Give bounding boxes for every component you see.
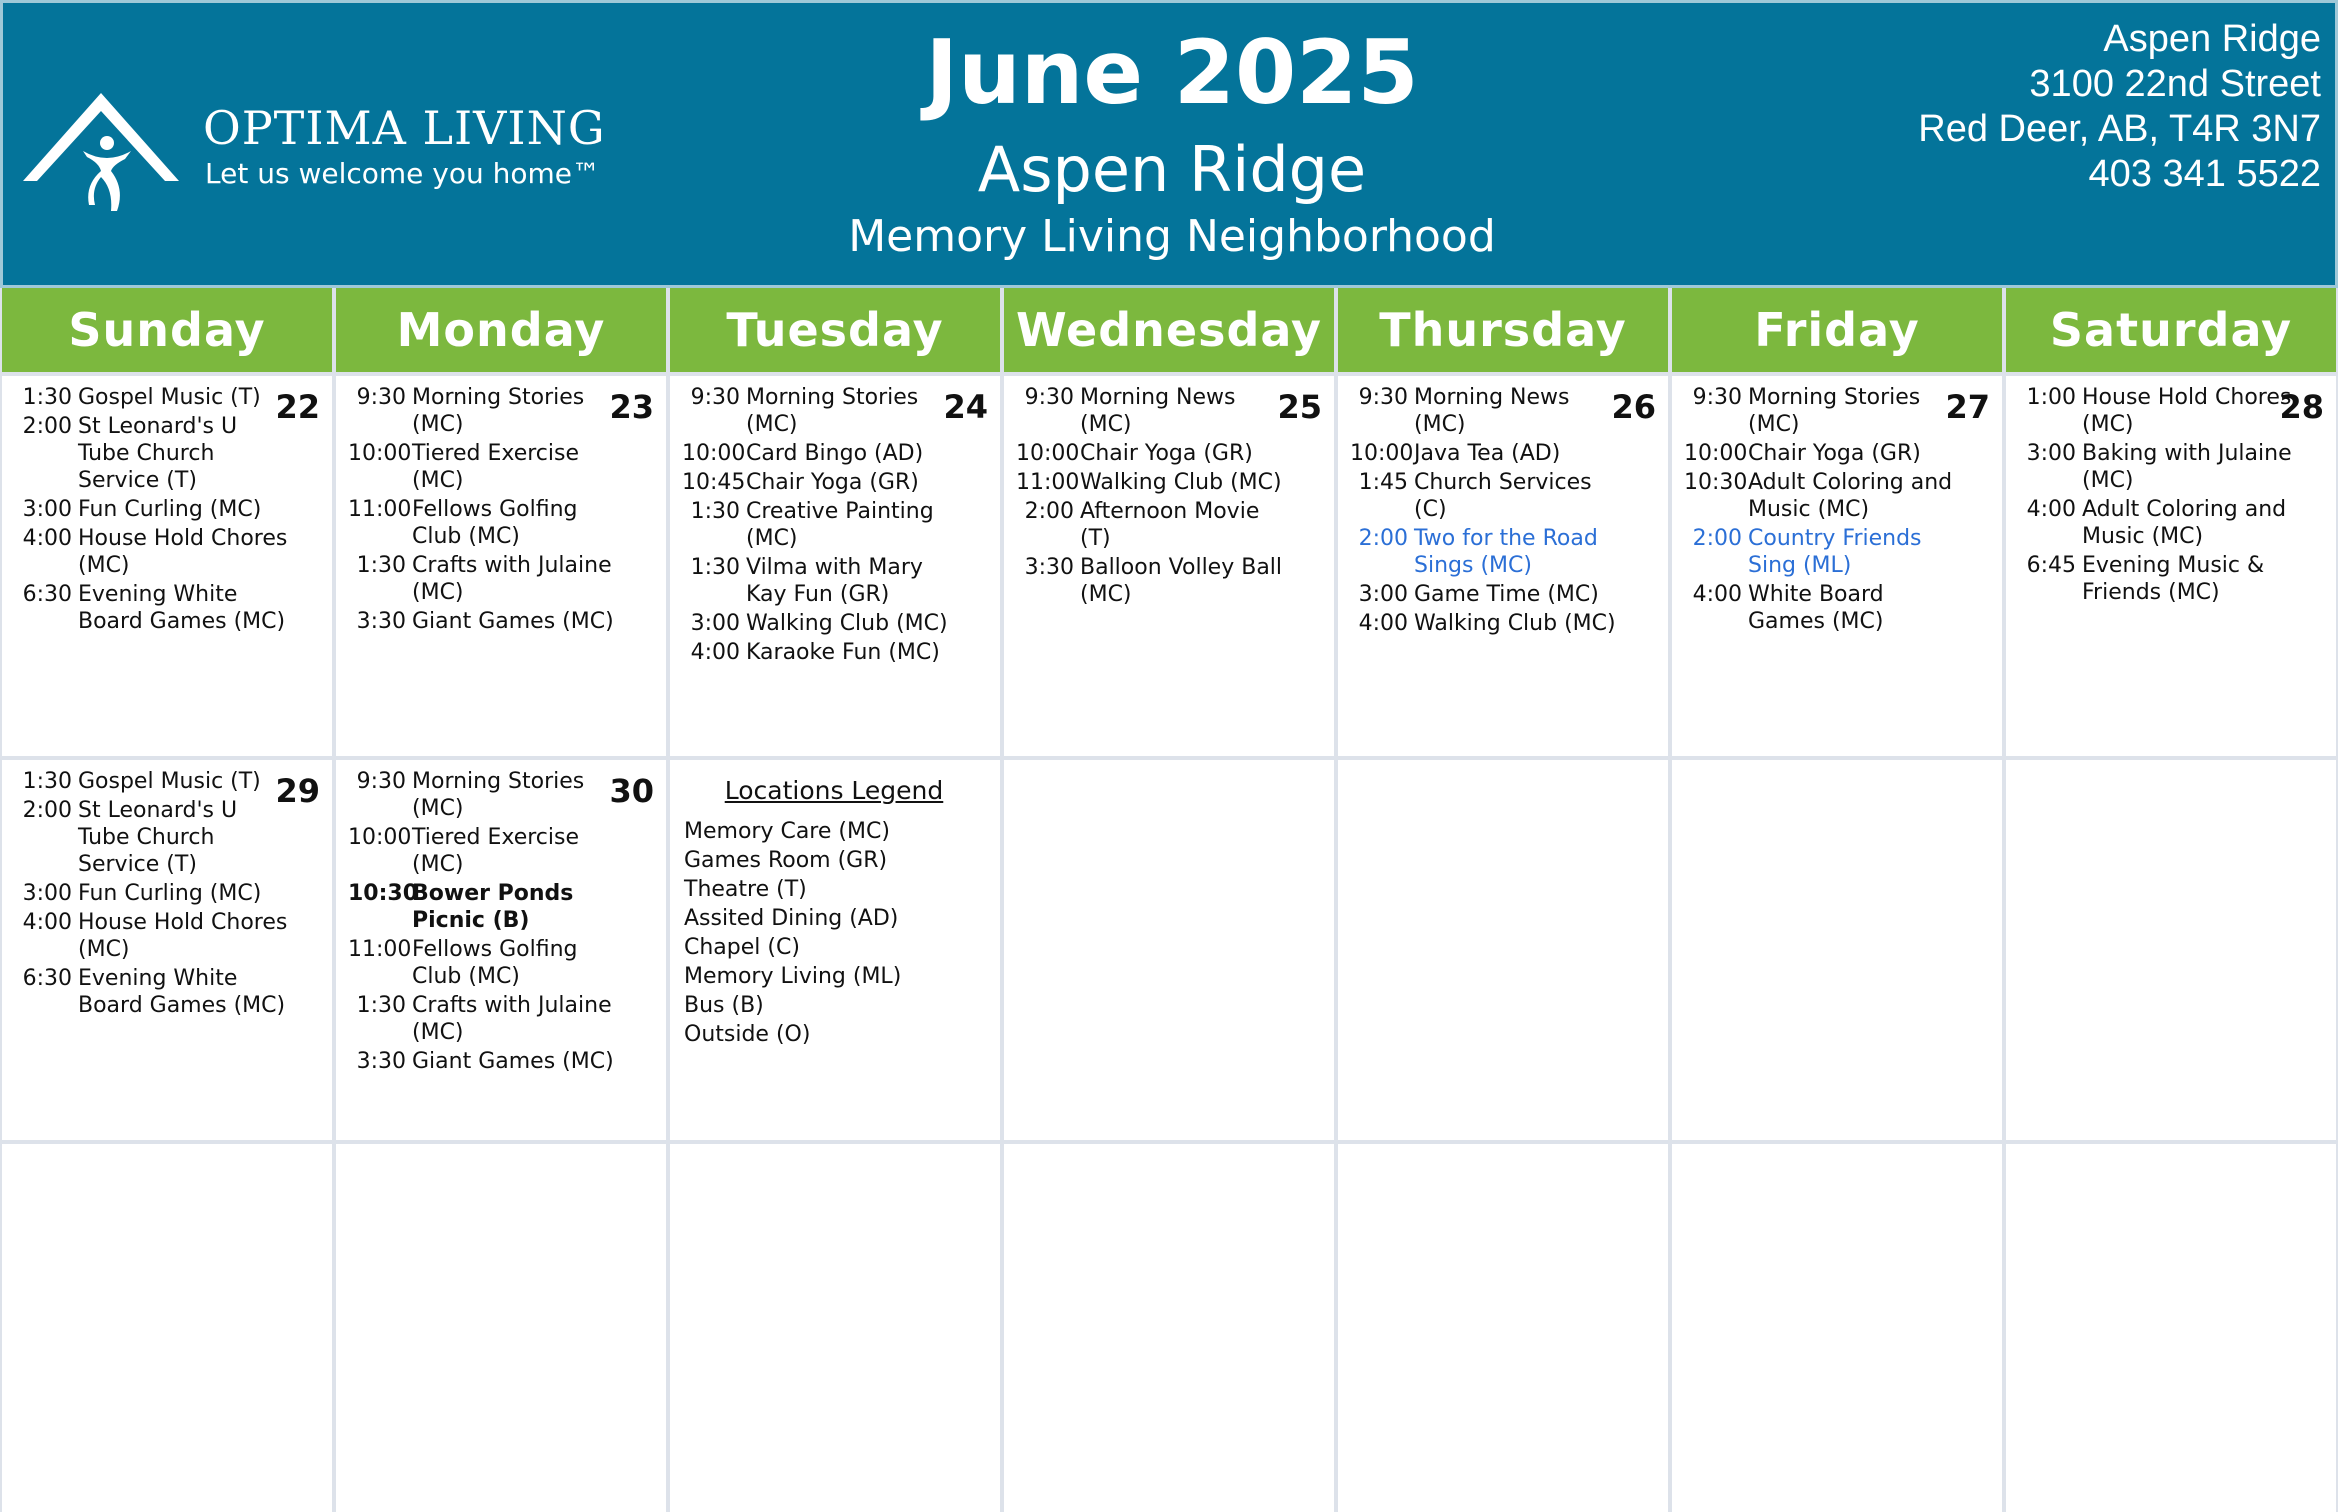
- event-time: 1:45: [1358, 470, 1408, 495]
- event-item: [14, 909, 318, 963]
- empty-day-cell: [1004, 760, 1334, 1140]
- day-number: 30: [609, 772, 654, 810]
- event-name: Chair Yoga (GR): [1080, 441, 1253, 466]
- event-item: [1350, 525, 1654, 579]
- event-time: 1:00: [2026, 385, 2076, 410]
- day-number: 22: [275, 388, 320, 426]
- event-name: Game Time (MC): [1414, 582, 1599, 607]
- event-time: 9:30: [356, 769, 406, 794]
- event-time: 11:00: [1016, 470, 1080, 495]
- event-time: 4:00: [22, 910, 72, 935]
- event-time: 4:00: [2026, 497, 2076, 522]
- event-time: 6:45: [2026, 553, 2076, 578]
- day-cell-23: [336, 376, 666, 756]
- event-name: White Board Games (MC): [1748, 582, 1884, 634]
- event-name: St Leonard's U Tube Church Service (T): [78, 414, 238, 493]
- empty-day-cell: [1004, 1144, 1334, 1512]
- event-time: 1:30: [356, 993, 406, 1018]
- event-name: Tiered Exercise (MC): [412, 825, 580, 877]
- legend-title: Locations Legend: [724, 776, 944, 805]
- empty-day-cell: [1672, 760, 2002, 1140]
- event-name: Tiered Exercise (MC): [412, 441, 580, 493]
- month-title: June 2025: [925, 21, 1419, 124]
- day-number: 26: [1611, 388, 1656, 426]
- day-header-saturday: Saturday: [2006, 288, 2336, 372]
- event-name: Crafts with Julaine (MC): [412, 553, 612, 605]
- event-time: 6:30: [22, 582, 72, 607]
- event-name: Giant Games (MC): [412, 609, 614, 634]
- event-time: 1:30: [22, 385, 72, 410]
- event-item: [14, 384, 318, 411]
- event-name: Fun Curling (MC): [78, 497, 262, 522]
- event-name: Country Friends Sing (ML): [1748, 526, 1922, 578]
- event-time: 4:00: [690, 640, 740, 665]
- event-time: 10:00: [348, 441, 412, 466]
- event-name: Vilma with Mary Kay Fun (GR): [746, 555, 923, 607]
- event-name: Adult Coloring and Music (MC): [1748, 470, 1953, 522]
- event-item: [682, 498, 986, 552]
- legend-item: Memory Living (ML): [684, 964, 902, 989]
- day-cell-26: [1338, 376, 1668, 756]
- event-item: [682, 469, 986, 496]
- empty-day-cell: [1338, 1144, 1668, 1512]
- event-item: [14, 797, 318, 878]
- address-city: Red Deer, AB, T4R 3N7: [1918, 108, 2321, 150]
- day-header-friday: Friday: [1672, 288, 2002, 372]
- event-time: 1:30: [22, 769, 72, 794]
- event-name: Creative Painting (MC): [746, 499, 934, 551]
- event-name: Bower Ponds Picnic (B): [412, 881, 574, 933]
- event-time: 3:30: [356, 609, 406, 634]
- day-cell-30: [336, 760, 666, 1140]
- event-time: 3:00: [22, 497, 72, 522]
- event-name: Fun Curling (MC): [78, 881, 262, 906]
- day-number: 28: [2279, 388, 2324, 426]
- event-time: 3:30: [1024, 555, 1074, 580]
- event-time: 4:00: [22, 526, 72, 551]
- event-time: 9:30: [1692, 385, 1742, 410]
- event-item: [682, 610, 986, 637]
- event-time: 9:30: [690, 385, 740, 410]
- event-name: Morning Stories (MC): [412, 769, 585, 821]
- event-time: 10:00: [682, 441, 746, 466]
- event-time: 10:00: [348, 825, 412, 850]
- event-name: Card Bingo (AD): [746, 441, 924, 466]
- event-item: [348, 824, 652, 878]
- brand-tagline: Let us welcome you home™: [205, 157, 601, 190]
- event-item: [1684, 469, 1988, 523]
- event-name: Adult Coloring and Music (MC): [2082, 497, 2287, 549]
- event-item: [682, 554, 986, 608]
- event-time: 1:30: [356, 553, 406, 578]
- event-time: 9:30: [1024, 385, 1074, 410]
- event-item: [1350, 469, 1654, 523]
- event-item: [1684, 581, 1988, 635]
- event-name: Gospel Music (T): [78, 769, 261, 794]
- event-item: [682, 384, 986, 438]
- empty-day-cell: [336, 1144, 666, 1512]
- legend-item: Assited Dining (AD): [684, 906, 899, 931]
- event-item: [1350, 610, 1654, 637]
- event-name: Crafts with Julaine (MC): [412, 993, 612, 1045]
- event-time: 10:45: [682, 470, 746, 495]
- event-name: Afternoon Movie (T): [1080, 499, 1260, 551]
- event-name: Fellows Golfing Club (MC): [412, 937, 578, 989]
- event-time: 10:00: [1684, 441, 1748, 466]
- event-item: [348, 1048, 652, 1075]
- event-name: Morning News (MC): [1414, 385, 1570, 437]
- day-cell-22: [2, 376, 332, 756]
- day-number: 24: [943, 388, 988, 426]
- event-item: [2018, 384, 2322, 438]
- day-header-thursday: Thursday: [1338, 288, 1668, 372]
- neighborhood-name: Memory Living Neighborhood: [848, 211, 1496, 262]
- event-item: [1350, 581, 1654, 608]
- event-name: Morning Stories (MC): [746, 385, 919, 437]
- event-time: 3:00: [1358, 582, 1408, 607]
- event-name: Morning News (MC): [1080, 385, 1236, 437]
- day-number: 23: [609, 388, 654, 426]
- event-time: 6:30: [22, 966, 72, 991]
- event-time: 3:00: [2026, 441, 2076, 466]
- event-item: [2018, 440, 2322, 494]
- legend-item: Outside (O): [684, 1022, 811, 1047]
- event-name: Evening White Board Games (MC): [78, 966, 286, 1018]
- event-time: 4:00: [1358, 611, 1408, 636]
- event-item: [1016, 384, 1320, 438]
- event-name: St Leonard's U Tube Church Service (T): [78, 798, 238, 877]
- event-time: 2:00: [1358, 526, 1408, 551]
- event-name: Karaoke Fun (MC): [746, 640, 940, 665]
- event-name: Church Services (C): [1414, 470, 1592, 522]
- address-phone: 403 341 5522: [2088, 153, 2321, 195]
- event-time: 2:00: [1692, 526, 1742, 551]
- event-item: [348, 608, 652, 635]
- event-item: [348, 552, 652, 606]
- event-name: Evening White Board Games (MC): [78, 582, 286, 634]
- locations-legend: [670, 760, 1000, 1140]
- event-time: 2:00: [22, 798, 72, 823]
- event-name: Walking Club (MC): [1080, 470, 1282, 495]
- day-number: 25: [1277, 388, 1322, 426]
- event-item: [348, 936, 652, 990]
- legend-item: Theatre (T): [684, 877, 807, 902]
- day-header-wednesday: Wednesday: [1004, 288, 1334, 372]
- event-time: 10:00: [1016, 441, 1080, 466]
- event-item: [14, 880, 318, 907]
- event-item: [348, 880, 652, 934]
- empty-day-cell: [2, 1144, 332, 1512]
- event-time: 10:30: [348, 881, 419, 906]
- empty-day-cell: [1672, 1144, 2002, 1512]
- event-item: [2018, 552, 2322, 606]
- event-item: [348, 992, 652, 1046]
- event-name: Evening Music & Friends (MC): [2082, 553, 2265, 605]
- event-name: Chair Yoga (GR): [1748, 441, 1921, 466]
- event-time: 9:30: [1358, 385, 1408, 410]
- day-header-sunday: Sunday: [2, 288, 332, 372]
- address-name: Aspen Ridge: [2103, 18, 2321, 60]
- event-item: [348, 440, 652, 494]
- event-time: 3:00: [22, 881, 72, 906]
- event-item: [14, 768, 318, 795]
- legend-item: Games Room (GR): [684, 848, 888, 873]
- event-time: 3:30: [356, 1049, 406, 1074]
- event-time: 11:00: [348, 937, 412, 962]
- event-item: [1350, 440, 1654, 467]
- brand-name: OPTIMA LIVING: [203, 101, 606, 155]
- address-street: 3100 22nd Street: [2029, 63, 2321, 105]
- event-item: [2018, 496, 2322, 550]
- event-item: [14, 965, 318, 1019]
- event-item: [1350, 384, 1654, 438]
- day-header-tuesday: Tuesday: [670, 288, 1000, 372]
- event-time: 11:00: [348, 497, 412, 522]
- event-time: 10:30: [1684, 470, 1748, 495]
- day-cell-25: [1004, 376, 1334, 756]
- day-cell-29: [2, 760, 332, 1140]
- event-item: [14, 496, 318, 523]
- event-item: [14, 525, 318, 579]
- empty-day-cell: [2006, 1144, 2336, 1512]
- event-time: 1:30: [690, 555, 740, 580]
- event-name: Giant Games (MC): [412, 1049, 614, 1074]
- event-name: House Hold Chores (MC): [78, 910, 288, 962]
- event-time: 3:00: [690, 611, 740, 636]
- legend-item: Chapel (C): [684, 935, 800, 960]
- event-time: 9:30: [356, 385, 406, 410]
- event-time: 4:00: [1692, 582, 1742, 607]
- event-item: [682, 440, 986, 467]
- community-name: Aspen Ridge: [977, 133, 1367, 206]
- event-item: [14, 581, 318, 635]
- event-name: Fellows Golfing Club (MC): [412, 497, 578, 549]
- event-name: Chair Yoga (GR): [746, 470, 919, 495]
- event-item: [682, 639, 986, 666]
- event-item: [1684, 440, 1988, 467]
- empty-day-cell: [670, 1144, 1000, 1512]
- event-time: 2:00: [1024, 499, 1074, 524]
- event-name: Morning Stories (MC): [1748, 385, 1921, 437]
- event-item: [348, 496, 652, 550]
- event-name: Gospel Music (T): [78, 385, 261, 410]
- event-name: Balloon Volley Ball (MC): [1080, 555, 1283, 607]
- day-number: 27: [1945, 388, 1990, 426]
- event-item: [1684, 525, 1988, 579]
- legend-item: Bus (B): [684, 993, 764, 1018]
- event-time: 1:30: [690, 499, 740, 524]
- event-name: House Hold Chores (MC): [78, 526, 288, 578]
- calendar-grid: [0, 288, 2338, 1512]
- event-item: [1016, 498, 1320, 552]
- event-time: 10:00: [1350, 441, 1414, 466]
- event-item: [14, 413, 318, 494]
- header-banner: [0, 0, 2338, 288]
- day-number: 29: [275, 772, 320, 810]
- empty-day-cell: [1338, 760, 1668, 1140]
- event-name: House Hold Chores (MC): [2082, 385, 2292, 437]
- event-name: Baking with Julaine (MC): [2082, 441, 2292, 493]
- day-header-monday: Monday: [336, 288, 666, 372]
- event-name: Two for the Road Sings (MC): [1414, 526, 1598, 578]
- event-name: Walking Club (MC): [1414, 611, 1616, 636]
- event-item: [1016, 440, 1320, 467]
- event-item: [348, 384, 652, 438]
- event-item: [1016, 469, 1320, 496]
- address-block: [1918, 17, 2321, 197]
- event-name: Java Tea (AD): [1414, 441, 1561, 466]
- event-item: [348, 768, 652, 822]
- event-name: Walking Club (MC): [746, 611, 948, 636]
- empty-day-cell: [2006, 760, 2336, 1140]
- event-name: Morning Stories (MC): [412, 385, 585, 437]
- legend-item: Memory Care (MC): [684, 819, 890, 844]
- day-cell-24: [670, 376, 1000, 756]
- event-item: [1684, 384, 1988, 438]
- event-time: 2:00: [22, 414, 72, 439]
- day-cell-28: [2006, 376, 2336, 756]
- event-item: [1016, 554, 1320, 608]
- day-cell-27: [1672, 376, 2002, 756]
